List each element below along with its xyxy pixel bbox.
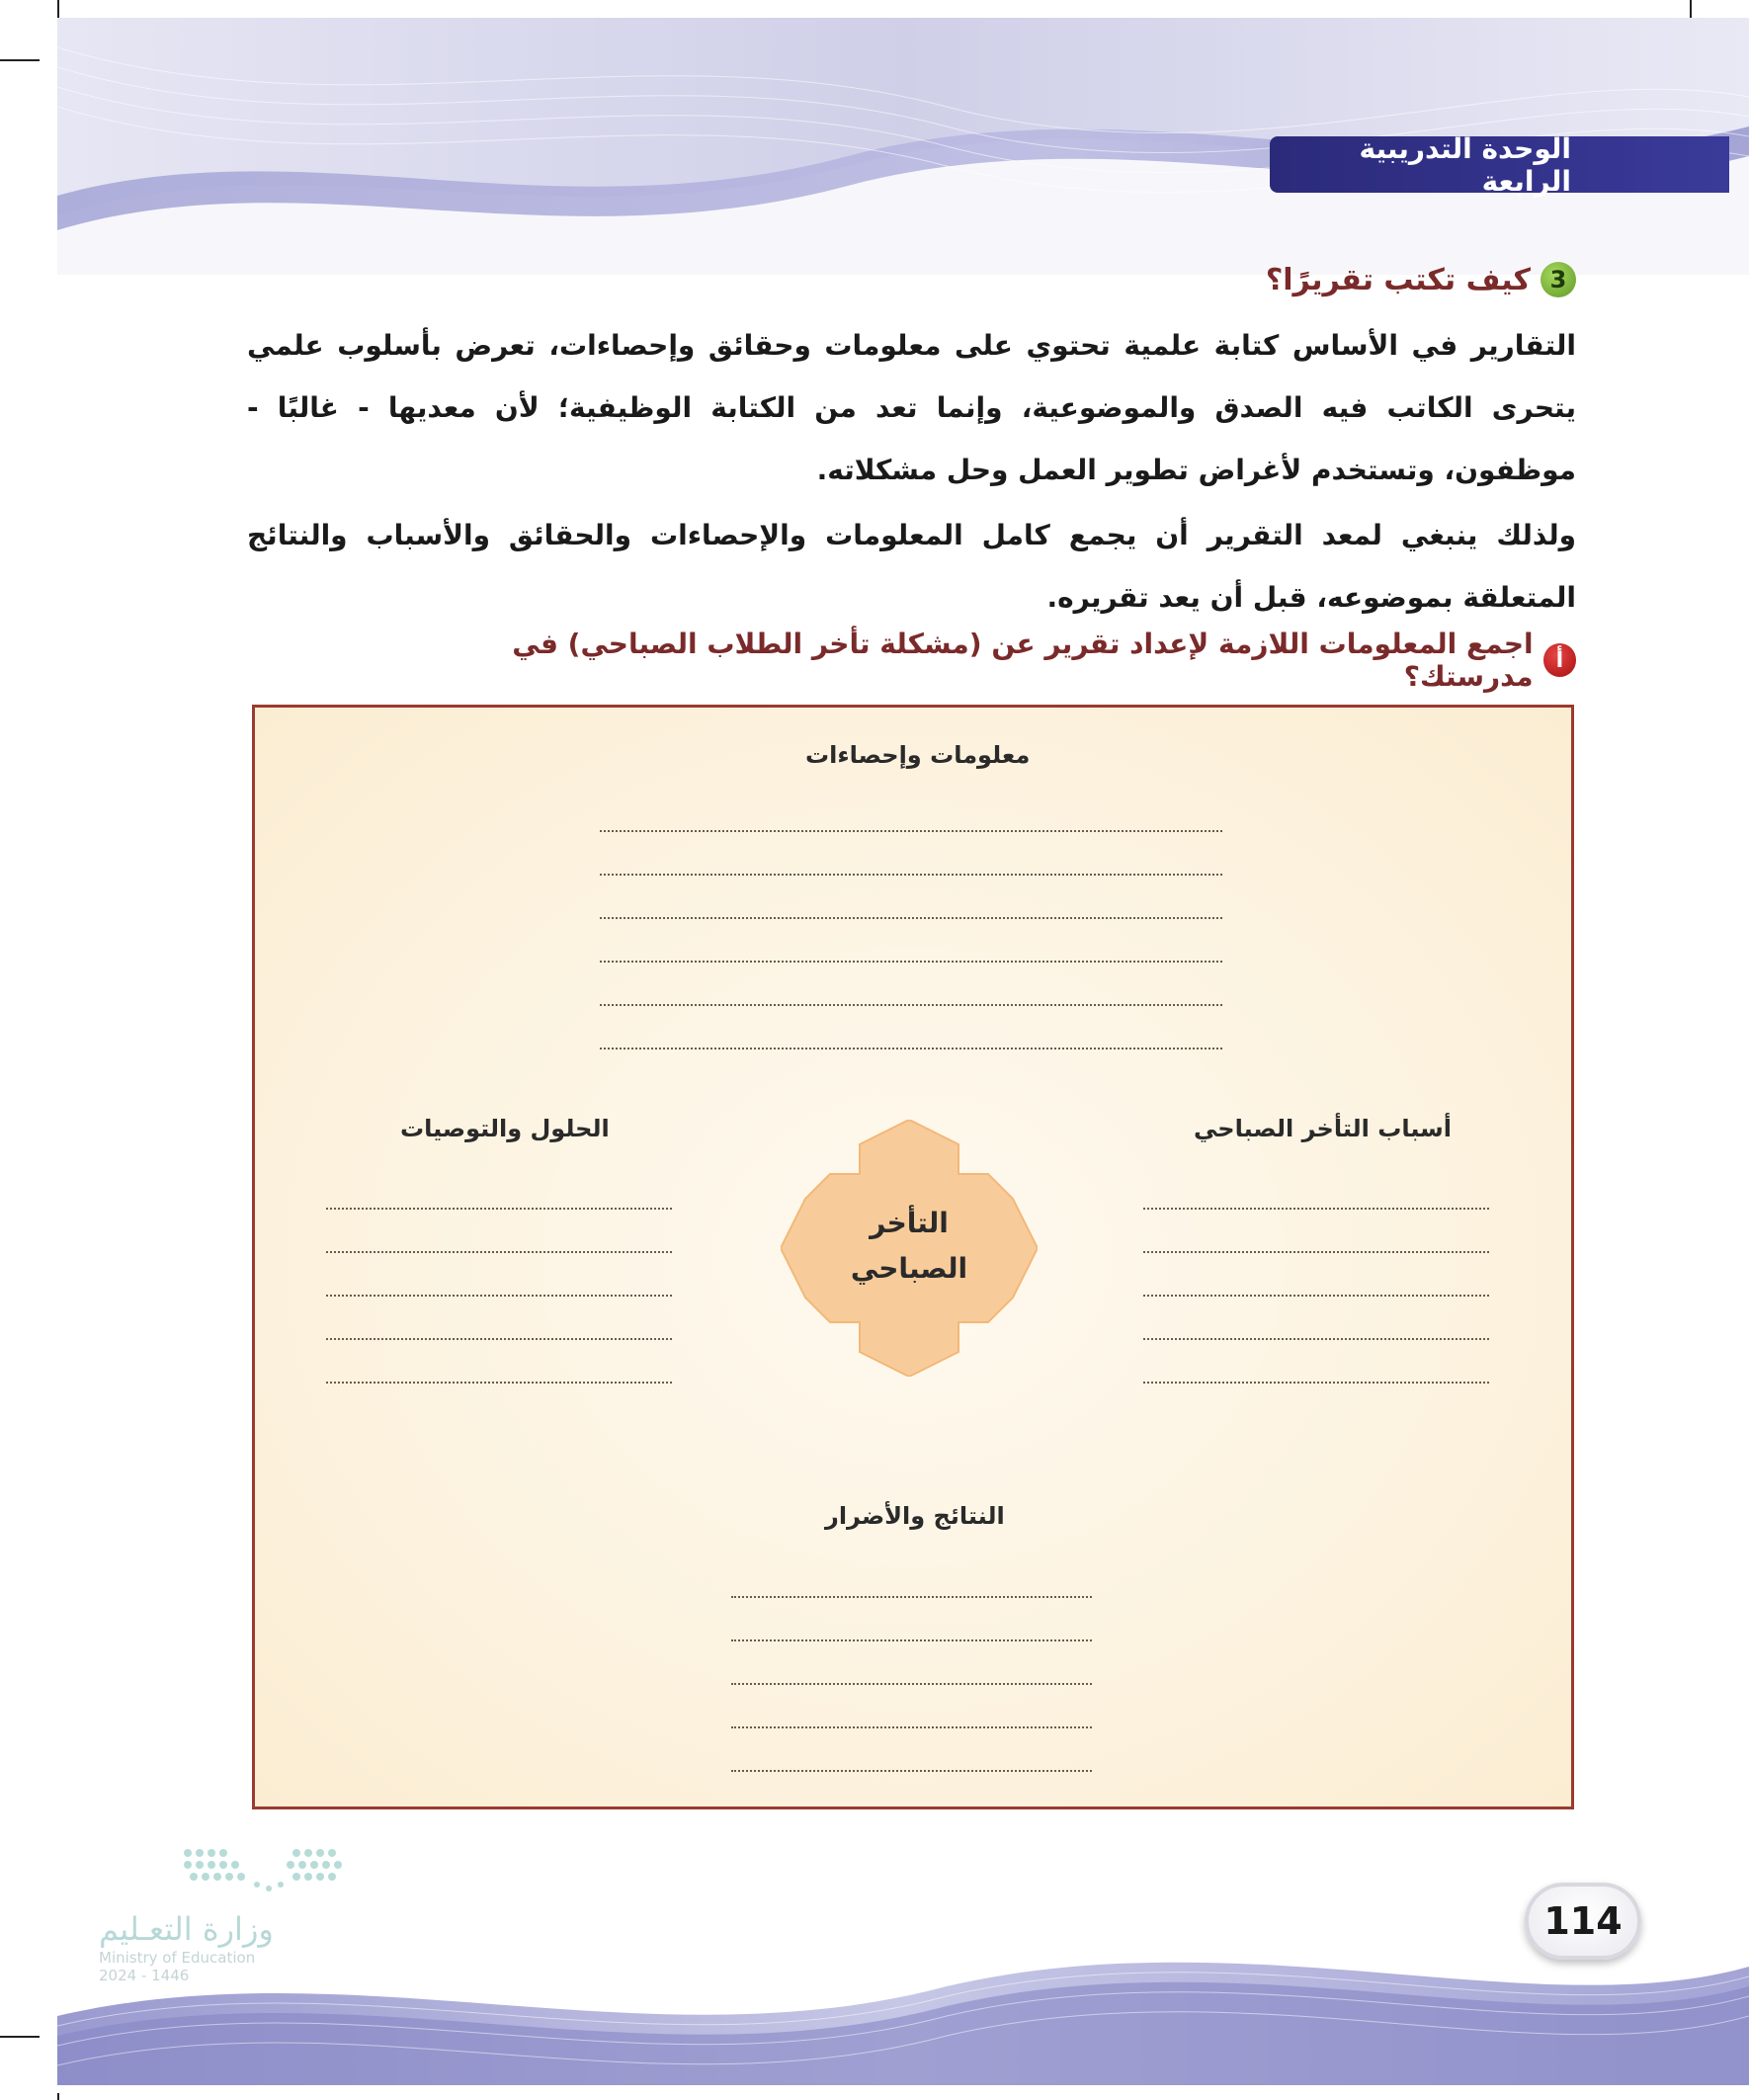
task-prompt xyxy=(395,628,1576,693)
crop-mark xyxy=(0,59,40,61)
answer-line[interactable] xyxy=(1143,1251,1489,1253)
section-number-badge: 3 xyxy=(1541,262,1576,297)
ministry-logo-english: Ministry of Education xyxy=(99,1949,256,1967)
right-box-label: أسباب التأخر الصباحي xyxy=(1194,1115,1453,1142)
bottom-wave-decoration xyxy=(57,1927,1749,2085)
answer-line[interactable] xyxy=(1143,1338,1489,1340)
answer-line[interactable] xyxy=(1143,1208,1489,1210)
answer-line[interactable] xyxy=(731,1683,1092,1685)
answer-line[interactable] xyxy=(600,830,1222,832)
answer-line[interactable] xyxy=(600,1004,1222,1006)
paragraph-1: التقارير في الأساس كتابة علمية تحتوي على معلومات وحقائق وإحصاءات، تعرض بأسلوب علمي يتحرى الكاتب فيه الصدق والموضوعية، وإنما تعد من الكتابة الوظيفية؛ لأن معديها - غالبًا - موظفون، وتستخدم لأغراض تطوير العمل وحل مشكلاته. xyxy=(247,329,1576,486)
task-badge: أ xyxy=(1543,643,1576,677)
answer-line[interactable] xyxy=(600,1048,1222,1050)
unit-title: الوحدة التدريبية الرابعة xyxy=(1359,131,1571,198)
section-title: كيف تكتب تقريرًا؟ xyxy=(1265,262,1531,297)
section-heading xyxy=(1087,255,1576,304)
ministry-logo-arabic: وزارة التعـليم xyxy=(99,1910,274,1948)
center-label-line2: الصباحي xyxy=(850,1252,968,1285)
crop-mark xyxy=(0,2036,40,2038)
answer-line[interactable] xyxy=(600,874,1222,876)
answer-line[interactable] xyxy=(731,1726,1092,1728)
answer-line[interactable] xyxy=(326,1338,672,1340)
answer-line[interactable] xyxy=(326,1208,672,1210)
answer-line[interactable] xyxy=(731,1639,1092,1641)
bottom-box-label: النتائج والأضرار xyxy=(825,1502,1005,1530)
center-label-line1: التأخر xyxy=(870,1207,949,1239)
answer-line[interactable] xyxy=(326,1251,672,1253)
top-box-label: معلومات وإحصاءات xyxy=(805,741,1031,769)
unit-banner xyxy=(1270,131,1729,198)
answer-line[interactable] xyxy=(1143,1382,1489,1384)
ministry-logo-icon xyxy=(178,1843,356,1902)
answer-line[interactable] xyxy=(1143,1295,1489,1297)
page-number: 114 xyxy=(1525,1883,1641,1960)
answer-line[interactable] xyxy=(731,1770,1092,1772)
answer-line[interactable] xyxy=(326,1295,672,1297)
answer-line[interactable] xyxy=(600,961,1222,963)
paragraph-2: ولذلك ينبغي لمعد التقرير أن يجمع كامل المعلومات والإحصاءات والحقائق والأسباب والنتائج المتعلقة بموضوعه، قبل أن يعد تقريره. xyxy=(247,519,1576,614)
answer-line[interactable] xyxy=(326,1382,672,1384)
task-text: اجمع المعلومات اللازمة لإعداد تقرير عن (مشكلة تأخر الطلاب الصباحي) في مدرستك؟ xyxy=(512,628,1534,693)
left-box-label: الحلول والتوصيات xyxy=(400,1115,610,1142)
center-label xyxy=(781,1201,1038,1292)
answer-line[interactable] xyxy=(600,917,1222,919)
answer-line[interactable] xyxy=(731,1596,1092,1598)
ministry-logo-year: 2024 - 1446 xyxy=(99,1967,190,1984)
